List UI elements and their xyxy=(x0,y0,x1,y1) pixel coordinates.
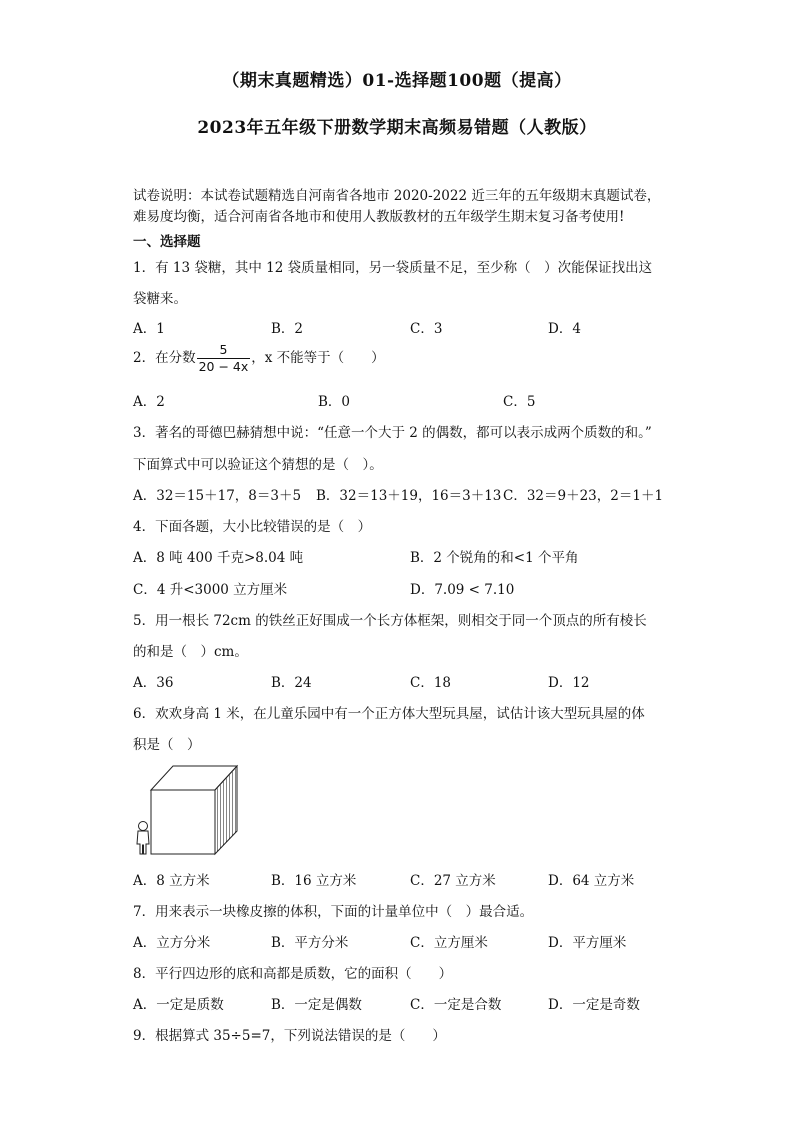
q8-option-d[interactable]: D．一定是奇数 xyxy=(548,997,640,1013)
q5-stem-2: 的和是（ ）cm。 xyxy=(133,644,248,660)
q5-option-d[interactable]: D．12 xyxy=(548,675,590,691)
q1-options xyxy=(133,317,673,337)
q4-options-row1 xyxy=(133,546,673,566)
q8-options xyxy=(133,993,673,1013)
q4-option-a[interactable]: A．8 吨 400 千克>8.04 吨 xyxy=(133,550,304,566)
q4-option-d[interactable]: D．7.09 < 7.10 xyxy=(410,582,515,598)
q2-fraction-denominator: 20 − 4x xyxy=(198,359,249,374)
q2-stem-pre: 2．在分数 xyxy=(133,350,196,366)
q1-stem-2: 袋糖来。 xyxy=(133,291,187,307)
q3-option-c[interactable]: C．32＝9＋23，2＝1＋1 xyxy=(503,488,664,504)
q7-option-d[interactable]: D．平方厘米 xyxy=(548,935,627,951)
q7-stem: 7．用来表示一块橡皮擦的体积，下面的计量单位中（ ）最合适。 xyxy=(133,904,534,920)
q3-options xyxy=(133,484,673,504)
q5-option-a[interactable]: A．36 xyxy=(133,675,174,691)
q3-stem: 3．著名的哥德巴赫猜想中说：“任意一个大于 2 的偶数，都可以表示成两个质数的和。” xyxy=(133,425,652,441)
q9-stem: 9．根据算式 35÷5=7，下列说法错误的是（ ） xyxy=(133,1028,446,1044)
q1-stem: 1．有 13 袋糖，其中 12 袋质量相同，另一袋质量不足，至少称（ ）次能保证找出这 xyxy=(133,260,653,276)
q4-stem: 4．下面各题，大小比较错误的是（ ） xyxy=(133,519,372,535)
q3-stem-2: 下面算式中可以验证这个猜想的是（ ）。 xyxy=(133,457,383,473)
intro-text: 试卷说明：本试卷试题精选自河南省各地市 2020-2022 近三年的五年级期末真题试卷，难易度均衡，适合河南省各地市和使用人教版教材的五年级学生期末复习备考使用! xyxy=(133,188,661,225)
q6-stem-2: 积是（ ） xyxy=(133,737,201,753)
q2-option-a[interactable]: A．2 xyxy=(133,394,165,410)
q7-option-b[interactable]: B．平方分米 xyxy=(271,935,349,951)
q5-options xyxy=(133,671,673,691)
q6-options xyxy=(133,869,673,889)
q5-stem: 5．用一根长 72cm 的铁丝正好围成一个长方体框架，则相交于同一个顶点的所有棱长 xyxy=(133,613,647,629)
q6-option-b[interactable]: B．16 立方米 xyxy=(271,873,357,889)
doc-subtitle: 2023年五年级下册数学期末高频易错题（人教版） xyxy=(197,118,597,138)
q8-option-c[interactable]: C．一定是合数 xyxy=(410,997,502,1013)
q6-option-c[interactable]: C．27 立方米 xyxy=(410,873,496,889)
q2-fraction xyxy=(197,342,251,375)
q7-option-c[interactable]: C．立方厘米 xyxy=(410,935,488,951)
q2-stem xyxy=(133,342,385,375)
q6-option-d[interactable]: D．64 立方米 xyxy=(548,873,635,889)
q1-option-d[interactable]: D．4 xyxy=(548,321,581,337)
q3-option-b[interactable]: B．32＝13＋19，16＝3＋13 xyxy=(316,488,502,504)
q2-options xyxy=(133,390,673,410)
cube-shape xyxy=(151,766,237,854)
q2-option-c[interactable]: C．5 xyxy=(503,394,536,410)
q1-option-c[interactable]: C．3 xyxy=(410,321,443,337)
q8-option-b[interactable]: B．一定是偶数 xyxy=(271,997,362,1013)
cube-figure xyxy=(133,760,243,860)
q1-option-a[interactable]: A．1 xyxy=(133,321,165,337)
q4-option-b[interactable]: B．2 个锐角的和<1 个平角 xyxy=(410,550,579,566)
q4-options-row2 xyxy=(133,578,673,598)
q5-option-c[interactable]: C．18 xyxy=(410,675,452,691)
q2-fraction-numerator: 5 xyxy=(197,342,251,359)
q2-option-b[interactable]: B．0 xyxy=(318,394,351,410)
q8-option-a[interactable]: A．一定是质数 xyxy=(133,997,224,1013)
q2-stem-post: ，x 不能等于（ ） xyxy=(251,350,385,366)
section-heading: 一、选择题 xyxy=(133,234,201,250)
q8-stem: 8．平行四边形的底和高都是质数，它的面积（ ） xyxy=(133,966,453,982)
child-figure xyxy=(137,822,149,855)
q7-options xyxy=(133,931,673,951)
q6-stem: 6．欢欢身高 1 米，在儿童乐园中有一个正方体大型玩具屋，试估计该大型玩具屋的体 xyxy=(133,706,645,722)
q5-option-b[interactable]: B．24 xyxy=(271,675,312,691)
q1-option-b[interactable]: B．2 xyxy=(271,321,304,337)
q6-option-a[interactable]: A．8 立方米 xyxy=(133,873,210,889)
doc-title: （期末真题精选）01-选择题100题（提高） xyxy=(222,71,572,91)
q7-option-a[interactable]: A．立方分米 xyxy=(133,935,211,951)
q4-option-c[interactable]: C．4 升<3000 立方厘米 xyxy=(133,582,288,598)
q3-option-a[interactable]: A．32＝15＋17，8＝3＋5 xyxy=(133,488,302,504)
